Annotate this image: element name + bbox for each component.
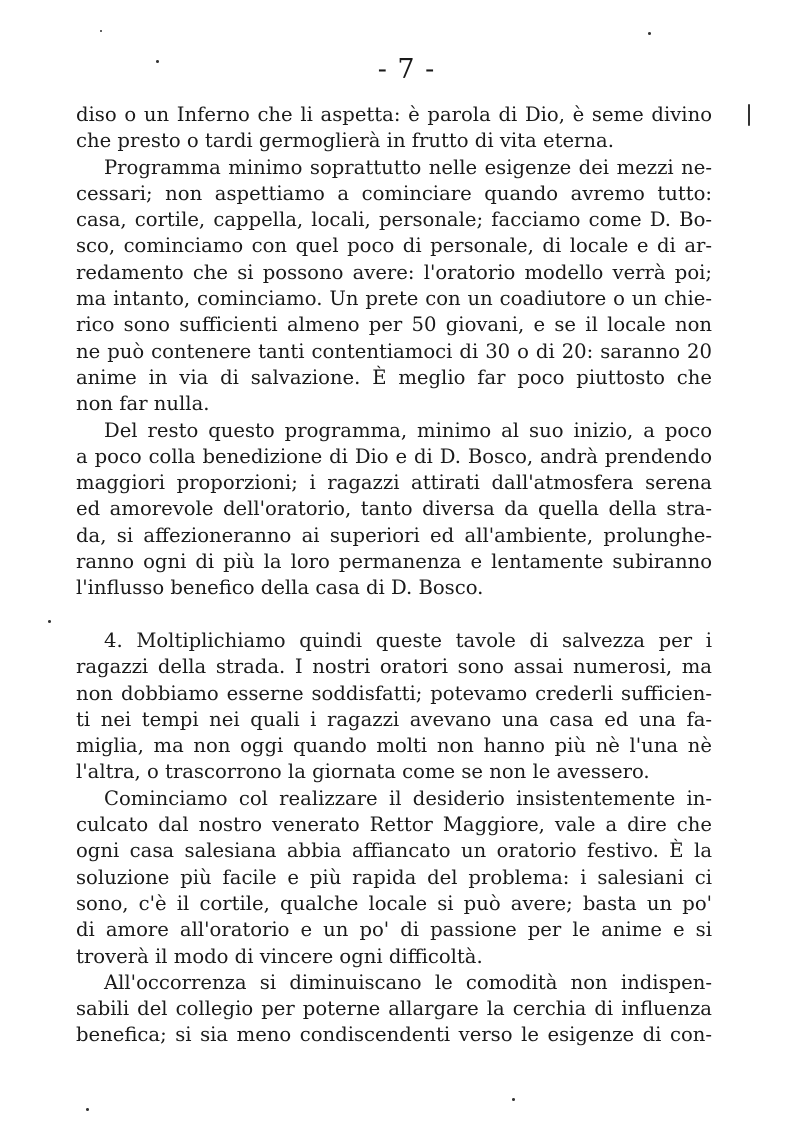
text-line: ragazzi della strada. I nostri oratori sono assai numerosi, ma (76, 655, 712, 679)
text-line: ogni casa salesiana abbia affiancato un oratorio festivo. È la (76, 839, 712, 863)
text-line: rico sono sufficienti almeno per 50 giovani, e se il locale non (76, 313, 712, 337)
text-line: Del resto questo programma, minimo al suo inizio, a poco (104, 418, 712, 442)
text-line: non far nulla. (76, 392, 210, 416)
text-line: diso o un Inferno che li aspetta: è parola di Dio, è seme divino (76, 103, 712, 126)
text-line: ranno ogni di più la loro permanenza e lentamente subiranno (76, 550, 712, 574)
text-line: soluzione più facile e più rapida del problema: i salesiani ci (76, 865, 712, 889)
text-line: ma intanto, cominciamo. Un prete con un coadiutore o un chie- (76, 287, 712, 311)
text-line: All'occorrenza si diminuiscano le comodità non indispen- (104, 970, 712, 994)
text-line: l'altra, o trascorrono la giornata come se non le avessero. (76, 760, 650, 784)
text-line: 4. Moltiplichiamo quindi queste tavole di salvezza per i (104, 628, 712, 652)
text-line: da, si affezioneranno ai superiori ed all'ambiente, prolunghe- (76, 523, 712, 547)
text-line: che presto o tardi germoglierà in frutto di vita eterna. (76, 129, 614, 153)
scan-speck (100, 30, 102, 32)
paragraph-gap (76, 602, 712, 628)
text-line: troverà il modo di vincere ogni difficoltà. (76, 944, 483, 968)
text-line: non dobbiamo esserne soddisfatti; potevamo crederli sufficien- (76, 681, 712, 705)
text-line: Programma minimo soprattutto nelle esigenze dei mezzi ne- (104, 155, 712, 179)
body-text (76, 102, 712, 1049)
scan-speck (156, 60, 159, 63)
text-line: casa, cortile, cappella, locali, personale; facciamo come D. Bo- (76, 208, 712, 232)
text-line: l'influsso benefico della casa di D. Bosco. (76, 576, 484, 600)
text-line: sco, cominciamo con quel poco di personale, di locale e di ar- (76, 234, 712, 258)
text-line: ed amorevole dell'oratorio, tanto diversa da quella della stra- (76, 497, 712, 521)
text-line: di amore all'oratorio e un po' di passione per le anime e si (76, 918, 712, 942)
scan-speck (648, 32, 651, 35)
text-line: ti nei tempi nei quali i ragazzi avevano una casa ed una fa- (76, 707, 712, 731)
text-line: maggiori proporzioni; i ragazzi attirati dall'atmosfera serena (76, 471, 712, 495)
scan-speck (512, 1098, 515, 1101)
text-line: benefica; si sia meno condiscendenti verso le esigenze di con- (76, 1023, 712, 1047)
text-line: ne può contenere tanti contentiamoci di 30 o di 20: saranno 20 (76, 339, 712, 363)
text-line: anime in via di salvazione. È meglio far poco piuttosto che (76, 365, 712, 389)
scan-speck (748, 104, 750, 126)
text-line: miglia, ma non oggi quando molti non hanno più nè l'una nè (76, 734, 712, 758)
text-line: sabili del collegio per poterne allargare la cerchia di influenza (76, 997, 712, 1021)
scan-speck (48, 620, 51, 623)
text-line: a poco colla benedizione di Dio e di D. Bosco, andrà prendendo (76, 444, 712, 468)
page-number: - 7 - (377, 54, 436, 85)
scan-speck (86, 1108, 89, 1111)
text-line: culcato dal nostro venerato Rettor Maggiore, vale a dire che (76, 813, 712, 837)
text-line: cessari; non aspettiamo a cominciare quando avremo tutto: (76, 181, 712, 205)
text-line: Cominciamo col realizzare il desiderio insistentemente in- (104, 786, 712, 810)
text-line: sono, c'è il cortile, qualche locale si può avere; basta un po' (76, 891, 712, 915)
text-line: redamento che si possono avere: l'oratorio modello verrà poi; (76, 260, 712, 284)
